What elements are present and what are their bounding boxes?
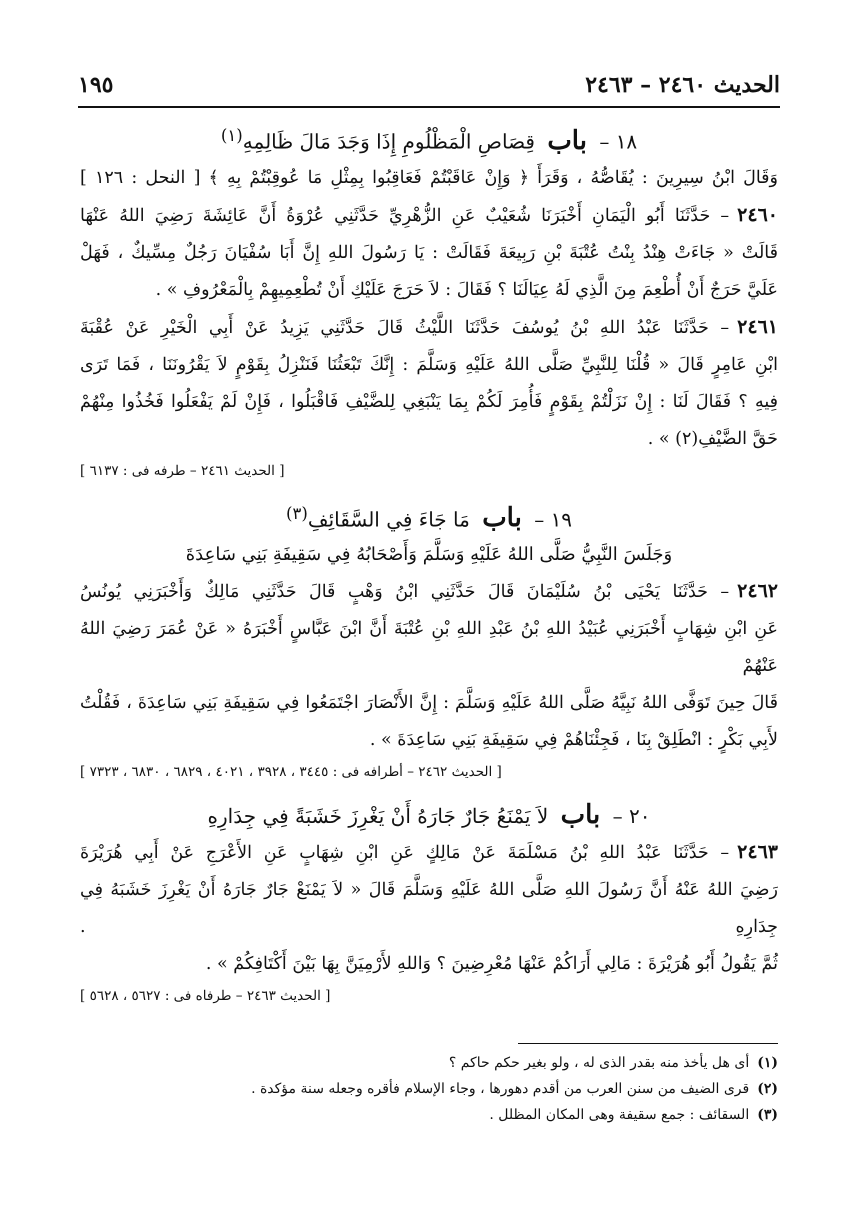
hadith-2462-line: عَنِ ابْنِ شِهَابٍ أَخْبَرَنِي عُبَيْدُ اللهِ بْنُ عَبْدِ اللهِ بْنِ عُتْبَةَ أَنَّ ابْنَ عَبَّاسٍ أَخْبَرَهُ « عَنْ عُمَرَ رَضِيَ اللهُ عَنْهُمْ: [80, 619, 778, 677]
footnote: [80, 1076, 778, 1102]
footnote: [80, 1050, 778, 1076]
hadith-2462-line: لأَبِي بَكْرٍ : انْطَلِقْ بِنَا ، فَجِئْنَاهُمْ فِي سَقِيفَةِ بَنِي سَاعِدَةَ » .: [369, 730, 778, 751]
hadith-2463-line: [80, 834, 778, 872]
crossref-text: [ الحديث ٢٤٦٣ – طرفاه فى : ٥٦٢٧ ، ٥٦٢٨ ]: [80, 988, 331, 1005]
chapter-number: ٢٠ –: [612, 804, 651, 829]
hadith-2460-line: عَلَيَّ حَرَجٌ أَنْ أُطْعِمَ مِنَ الَّذِي لَهُ عِيَالَنَا ؟ فَقَالَ : لاَ حَرَجَ عَلَيْكِ أَنْ تُطْعِمِيهِمْ بِالْمَعْرُوفِ » .: [155, 279, 778, 300]
footnote-text: أى هل يأخذ منه بقدر الذى له ، ولو بغير حكم حاكم ؟: [448, 1055, 750, 1071]
chapter-title: لاَ يَمْنَعُ جَارٌ جَارَهُ أَنْ يَغْرِزَ خَشَبَةً فِي جِدَارِهِ: [207, 804, 549, 829]
bab-word: باب: [547, 125, 587, 156]
header-rule: [78, 106, 780, 108]
hadith-2461-line: حَقَّ الضَّيْفِ(٢) » .: [647, 428, 778, 449]
hadith-text: – حَدَّثَنَا يَحْيَى بْنُ سُلَيْمَانَ قَالَ حَدَّثَنِي ابْنُ وَهْبٍ قَالَ حَدَّثَنِي مَالِكٌ وَأَخْبَرَنِي يُونُسُ: [80, 582, 730, 603]
footnote: [80, 1102, 778, 1128]
hadith-2460-line: قَالَتْ « جَاءَتْ هِنْدُ بِنْتُ عُتْبَةَ بْنِ رَبِيعَةَ فَقَالَتْ : يَا رَسُولَ اللهِ إِنَّ أَبَا سُفْيَانَ رَجُلٌ مِسِّيكٌ ، فَهَلْ: [80, 242, 778, 263]
hadith-number: ٢٤٦٣: [737, 841, 778, 864]
crossref-text: [ الحديث ٢٤٦١ – طرفه فى : ٦١٣٧ ]: [80, 462, 285, 479]
section-gap: [80, 785, 778, 797]
header-title: الحديث ٢٤٦٠ – ٢٤٦٣: [585, 72, 780, 98]
footnotes: [80, 1050, 778, 1128]
footnote-number: (٢): [757, 1081, 778, 1097]
hadith-number: ٢٤٦١: [737, 315, 778, 338]
footnote-text: السقائف : جمع سقيفة وهى المكان المظلل .: [489, 1107, 750, 1123]
hadith-crossref: [80, 759, 778, 785]
chapter-intro: وَقَالَ ابْنُ سِيرِينَ : يُقَاصُّهُ ، وَقَرَأَ ﴿ وَإِنْ عَاقَبْتُمْ فَعَاقِبُوا بِمِثْلِ مَا عُوقِبْتُمْ بِهِ ﴾ [ النحل : ١٢٦ ]: [80, 167, 778, 188]
hadith-2461-line: [80, 309, 778, 347]
hadith-text: – حَدَّثَنَا عَبْدُ اللهِ بْنُ مَسْلَمَةَ عَنْ مَالِكٍ عَنِ ابْنِ شِهَابٍ عَنِ الأَعْرَجِ عَنْ أَبِي هُرَيْرَةَ: [80, 843, 730, 864]
footnote-marker: (١): [220, 126, 243, 145]
hadith-text: – حَدَّثَنَا عَبْدُ اللهِ بْنُ يُوسُفَ حَدَّثَنَا اللَّيْثُ قَالَ حَدَّثَنِي يَزِيدُ عَنْ أَبِي الْخَيْرِ عَنْ عُقْبَةَ: [80, 317, 730, 338]
chapter-number: ١٩ –: [534, 507, 573, 532]
hadith-2462-line: [80, 573, 778, 611]
footnote-rule: [518, 1043, 778, 1044]
hadith-crossref: [80, 983, 778, 1009]
hadith-2461-line: ابْنِ عَامِرٍ قَالَ « قُلْنَا لِلنَّبِيِّ صَلَّى اللهُ عَلَيْهِ وَسَلَّمَ : إِنَّكَ تَبْعَثُنَا فَنَنْزِلُ بِقَوْمٍ لاَ يَقْرُونَنَا ، فَمَا تَرَى: [80, 354, 778, 375]
main-text: [80, 118, 778, 1009]
footnote-number: (٣): [757, 1107, 778, 1123]
hadith-crossref: [80, 458, 778, 484]
crossref-text: [ الحديث ٢٤٦٢ – أطرافه فى : ٣٤٤٥ ، ٣٩٢٨ ، ٤٠٢١ ، ٦٨٢٩ ، ٦٨٣٠ ، ٧٣٢٣ ]: [80, 764, 502, 781]
footnote-marker: (٣): [285, 503, 308, 523]
chapter-intro: وَجَلَسَ النَّبِيُّ صَلَّى اللهُ عَلَيْهِ وَسَلَّمَ وَأَصْحَابُهُ فِي سَقِيفَةِ بَنِي سَاعِدَةَ: [185, 544, 673, 566]
bab-word: باب: [482, 503, 522, 534]
chapter-heading-19: [80, 496, 778, 538]
bab-word: باب: [560, 800, 601, 831]
hadith-2463-line: رَضِيَ اللهُ عَنْهُ أَنَّ رَسُولَ اللهِ صَلَّى اللهُ عَلَيْهِ وَسَلَّمَ قَالَ « لاَ يَمْنَعْ جَارٌ جَارَهُ أَنْ يَغْرِزَ خَشَبَهُ فِي جِدَارِهِ .: [80, 880, 778, 938]
hadith-2461-line: فِيهِ ؟ فَقَالَ لَنَا : إِنْ نَزَلْتُمْ بِقَوْمٍ فَأُمِرَ لَكُمْ بِمَا يَنْبَغِي لِلضَّيْفِ فَاقْبَلُوا ، فَإِنْ لَمْ يَفْعَلُوا فَخُذُوا مِنْهُمْ: [80, 391, 778, 412]
hadith-2462-line: قَالَ حِينَ تَوَفَّى اللهُ نَبِيَّهُ صَلَّى اللهُ عَلَيْهِ وَسَلَّمَ : إِنَّ الأَنْصَارَ اجْتَمَعُوا فِي سَقِيفَةِ بَنِي سَاعِدَةَ ، فَقُلْتُ: [80, 693, 778, 714]
chapter-title: قِصَاصِ الْمَظْلُومِ إِذَا وَجَدَ مَالَ ظَالِمِهِ: [242, 129, 535, 154]
chapter-heading-18: [80, 118, 778, 160]
hadith-2463-line: ثُمَّ يَقُولُ أَبُو هُرَيْرَةَ : مَالِي أَرَاكُمْ عَنْهَا مُعْرِضِينَ ؟ وَاللهِ لأَرْمِيَنَّ بِهَا بَيْنَ أَكْتَافِكُمْ » .: [205, 954, 778, 975]
hadith-number: ٢٤٦٠: [737, 203, 778, 226]
chapter-number: ١٨ –: [599, 129, 638, 154]
hadith-text: – حَدَّثَنَا أَبُو الْيَمَانِ أَخْبَرَنَا شُعَيْبٌ عَنِ الزُّهْرِيِّ حَدَّثَنِي عُرْوَةُ أَنَّ عَائِشَةَ رَضِيَ اللهُ عَنْهَا: [80, 205, 730, 226]
page-number: ١٩٥: [78, 72, 114, 98]
chapter-heading-20: [80, 797, 778, 834]
running-header: [78, 66, 780, 104]
footnote-text: قرى الضيف من سنن العرب من أقدم دهورها ، وجاء الإسلام فأقره وجعله سنة مؤكدة .: [251, 1081, 750, 1097]
hadith-2460-line: [80, 197, 778, 235]
chapter-title: مَا جَاءَ فِي السَّقَائِفِ: [307, 507, 470, 532]
footnote-number: (١): [757, 1055, 778, 1071]
section-gap: [80, 484, 778, 496]
hadith-number: ٢٤٦٢: [737, 580, 778, 603]
